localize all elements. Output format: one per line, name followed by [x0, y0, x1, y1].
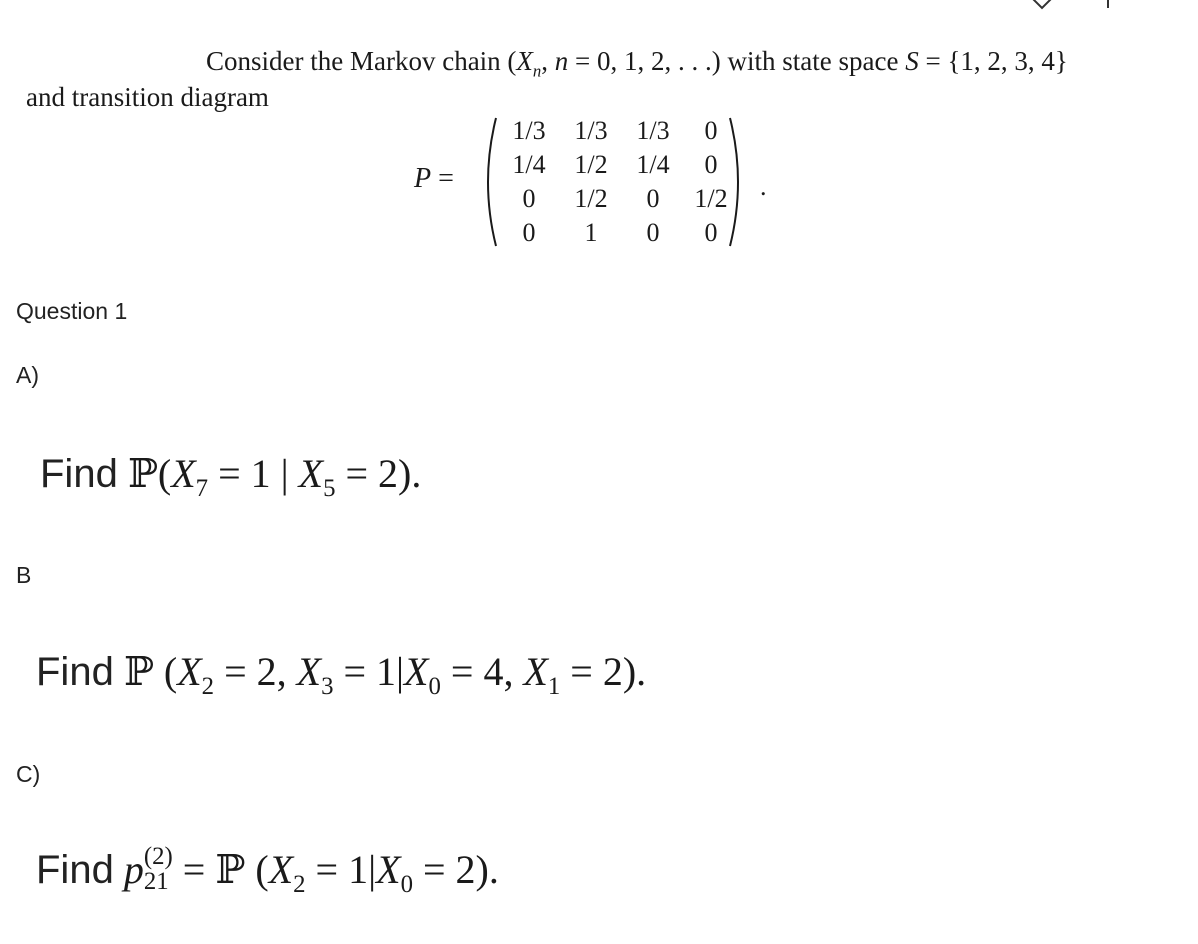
matrix-cell: 1/3	[636, 116, 670, 145]
matrix-cell: 0	[704, 116, 718, 145]
matrix-cell: 0	[522, 218, 536, 247]
part-c-find: Find	[36, 848, 114, 892]
matrix-cell: 0	[522, 184, 536, 213]
matrix-cells	[498, 114, 738, 250]
matrix-cell: 1/2	[574, 184, 608, 213]
part-c-label: C)	[16, 761, 41, 787]
part-b-expression: Find ℙ ($X_2 = 2$, $X_3 = 1|X_0 = 4$, $X_1 = 2$).	[36, 649, 647, 700]
matrix-row	[498, 148, 738, 182]
matrix-cell: 1/2	[694, 184, 728, 213]
matrix-row	[498, 216, 738, 250]
matrix-cell: 1/2	[574, 150, 608, 179]
transition-matrix	[478, 112, 748, 252]
part-a-find: Find	[40, 452, 118, 496]
matrix-cell: 1/4	[636, 150, 670, 179]
matrix-cell: 0	[646, 184, 660, 213]
matrix-cell: 1	[584, 218, 598, 247]
intro-line-1: Consider the Markov chain ($X_n$, n = 0, 1, 2, . . .) with state space S = {1, 2, 3, 4}	[206, 46, 1068, 81]
matrix-cell: 0	[704, 150, 718, 179]
matrix-period: .	[760, 172, 767, 201]
question-title: Question 1	[16, 298, 128, 324]
matrix-cell: 1/4	[512, 150, 546, 179]
part-a-label: A)	[16, 362, 39, 388]
part-b-find: Find	[36, 650, 114, 694]
matrix-label: P =	[414, 163, 454, 194]
matrix-row	[498, 182, 738, 216]
matrix-cell: 1/3	[512, 116, 546, 145]
matrix-cell: 1/3	[574, 116, 608, 145]
matrix-row	[498, 114, 738, 148]
matrix-cell: 0	[646, 218, 660, 247]
matrix-cell: 0	[704, 218, 718, 247]
part-c-expression: Find p (2) 21 = ℙ $(X_2 = 1|X_0 = 2)$.	[36, 843, 499, 898]
part-b-label: B	[16, 562, 32, 588]
intro-line-2: and transition diagram	[26, 82, 269, 112]
part-a-expression: Find $ℙ(X_7 = 1$ | $X_5 = 2$).	[40, 451, 422, 502]
clipped-icon	[1028, 0, 1118, 10]
